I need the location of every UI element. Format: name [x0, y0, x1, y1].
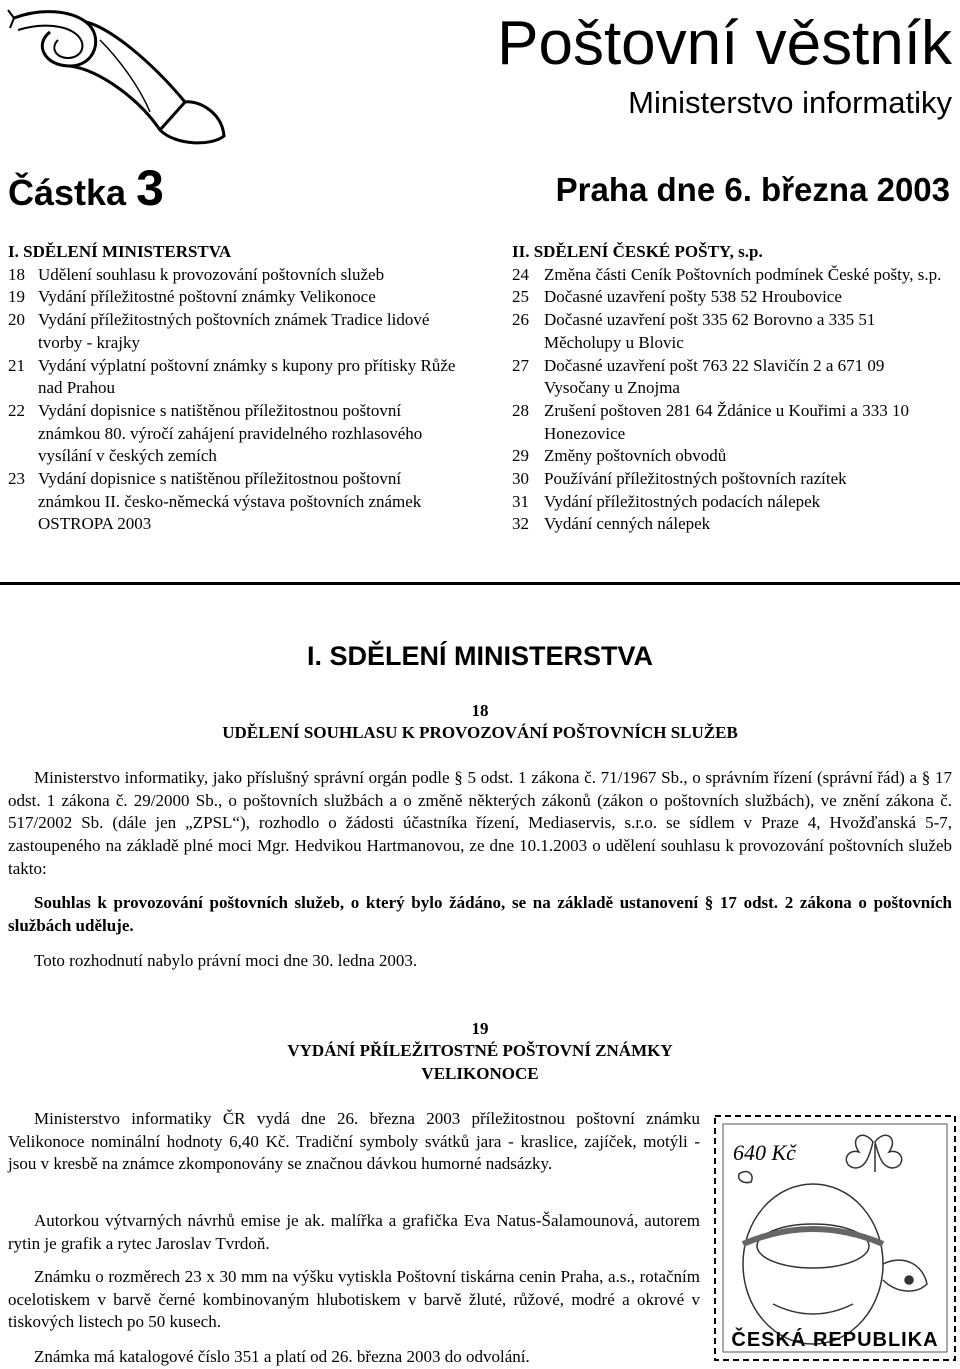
toc-item-number: 29	[512, 446, 529, 466]
toc-right-column	[512, 241, 952, 536]
toc-item-number: 32	[512, 514, 529, 534]
toc-item-text: Vydání cenných nálepek	[544, 514, 711, 534]
article-19-paragraph-3: Známku o rozměrech 23 x 30 mm na výšku vytiskla Poštovní tiskárna cenin Praha, a.s., rotačním ocelotiskem v barvě černé kombinovaným hlubotiskem v barvě žluté, růžové, modré a okrové v tiskových listech po 50 kusech.	[8, 1267, 700, 1332]
article-19-paragraph-4: Známka má katalogové číslo 351 a platí od 26. března 2003 do odvolání.	[34, 1347, 530, 1366]
toc-item-text: Vydání výplatní poštovní známky s kupony pro přítisky Růže nad Prahou	[38, 355, 456, 398]
post-horn-logo	[0, 0, 230, 150]
issue-number	[8, 160, 164, 221]
toc-item-text: Dočasné uzavření pošty 538 52 Hroubovice	[544, 287, 842, 307]
article-18-paragraph-1: Ministerstvo informatiky, jako příslušný správní orgán podle § 5 odst. 1 zákona č. 71/1967 Sb., o správním řízení (správní řád) a § 17 odst. 1 zákona č. 29/2000 Sb., o poštovních službách a o změně některých zákonů (zákon o poštovních službách), ve znění zákona č. 517/2002 Sb. (dále jen „ZPSL“), rozhodlo o žádosti účastníka řízení, Mediaservis, s.r.o. se sídlem v Praze 4, Hvožďanská 5-7, zastoupeného na základě plné moci Mgr. Hedvikou Hartmanovou, ze dne 10.1.2003 o udělení souhlasu k provozování poštovních služeb takto:	[8, 768, 952, 878]
article-18-title: UDĚLENÍ SOUHLASU K PROVOZOVÁNÍ POŠTOVNÍCH SLUŽEB	[222, 723, 738, 742]
article-18-paragraph-3: Toto rozhodnutí nabylo právní moci dne 30. ledna 2003.	[34, 951, 418, 970]
toc-item-text: Změny poštovních obvodů	[544, 446, 727, 466]
toc-item	[8, 309, 463, 354]
toc-item-text: Vydání příležitostných poštovních známek Tradice lidové tvorby - krajky	[38, 310, 430, 352]
toc-item-number: 26	[512, 310, 529, 330]
toc-item-number: 27	[512, 355, 529, 375]
toc-item-text: Změna části Ceník Poštovních podmínek České pošty, s.p.	[544, 264, 942, 284]
toc-item	[512, 468, 952, 491]
toc-item-text: Vydání příležitostných podacích nálepek	[544, 491, 821, 511]
toc-item	[8, 468, 463, 536]
toc-item-number: 31	[512, 491, 529, 511]
toc-item-number: 22	[8, 400, 25, 420]
toc-item	[512, 355, 952, 400]
issue-label: Částka	[8, 172, 127, 213]
divider-top	[0, 582, 960, 585]
stamp-value: 640 Kč	[733, 1140, 796, 1165]
toc-item-number: 20	[8, 310, 25, 330]
toc-item-text: Vydání dopisnice s natištěnou příležitostnou poštovní známkou 80. výročí zahájení pravidelného rozhlasového vysílání v českých zemích	[38, 400, 423, 466]
article-19-title-line-1: VYDÁNÍ PŘÍLEŽITOSTNÉ POŠTOVNÍ ZNÁMKY	[287, 1041, 673, 1060]
stamp-country: ČESKÁ REPUBLIKA	[731, 1329, 939, 1351]
toc-item-number: 24	[512, 264, 529, 284]
toc-item	[512, 286, 952, 309]
toc-item-number: 19	[8, 287, 25, 307]
toc-item-number: 23	[8, 469, 25, 489]
toc-item-text: Dočasné uzavření pošt 335 62 Borovno a 335 51 Měcholupy u Blovic	[544, 310, 876, 352]
toc-item-text: Vydání příležitostné poštovní známky Velikonoce	[38, 287, 376, 307]
toc-item-number: 21	[8, 355, 25, 375]
toc-item-text: Udělení souhlasu k provozování poštovních služeb	[38, 264, 385, 284]
article-19-paragraph-1: Ministerstvo informatiky ČR vydá dne 26. března 2003 příležitostnou poštovní známku Velikonoce nominální hodnoty 6,40 Kč. Tradiční symboly svátků jara - kraslice, zajíček, motýli - jsou v kresbě na známce zkomponovány se značnou dávkou humorné nadsázky.	[8, 1109, 700, 1174]
toc-item-text: Vydání dopisnice s natištěnou příležitostnou poštovní známkou II. česko-německá výstava poštovních známek OSTROPA 2003	[38, 469, 422, 534]
toc-item-text: Dočasné uzavření pošt 763 22 Slavičín 2 a 671 09 Vysočany u Znojma	[544, 355, 885, 398]
toc-item	[512, 400, 952, 445]
toc-item	[512, 264, 952, 287]
toc-item	[8, 286, 463, 309]
issue-number-value: 3	[136, 160, 164, 216]
toc-item	[8, 264, 463, 287]
toc-item	[512, 513, 952, 536]
article-19-number: 19	[471, 1019, 489, 1038]
toc-item-number: 18	[8, 264, 25, 284]
toc-heading-ministry: I. SDĚLENÍ MINISTERSTVA	[8, 242, 232, 261]
toc-item-text: Zrušení poštoven 281 64 Ždánice u Kouřimi a 333 10 Honezovice	[544, 400, 909, 443]
toc-item-text: Používání příležitostných poštovních razítek	[544, 469, 847, 489]
masthead-title: Poštovní věstník	[497, 9, 952, 78]
toc-item	[8, 355, 463, 400]
toc-heading-post: II. SDĚLENÍ ČESKÉ POŠTY, s.p.	[512, 242, 763, 261]
easter-stamp-image	[713, 1114, 957, 1362]
masthead-subtitle: Ministerstvo informatiky	[628, 85, 952, 120]
toc-item	[8, 400, 463, 468]
article-18-paragraph-2: Souhlas k provozování poštovních služeb, o který bylo žádáno, se na základě ustanovení § 17 odst. 2 zákona o poštovních službách uděluje.	[8, 893, 952, 935]
article-18-number: 18	[471, 701, 489, 720]
issue-date: Praha dne 6. března 2003	[555, 171, 950, 208]
toc-item-number: 28	[512, 400, 529, 420]
article-19-paragraph-2: Autorkou výtvarných návrhů emise je ak. malířka a grafička Eva Natus-Šalamounová, autorem rytin je grafik a rytec Jaroslav Tvrdoň.	[8, 1211, 700, 1253]
toc-left-column	[8, 241, 463, 536]
toc-item-number: 25	[512, 287, 529, 307]
toc-item	[512, 445, 952, 468]
toc-item	[512, 309, 952, 354]
toc-item-number: 30	[512, 469, 529, 489]
toc-item	[512, 491, 952, 514]
section-title: I. SDĚLENÍ MINISTERSTVA	[306, 641, 654, 671]
article-19-title-line-2: VELIKONOCE	[421, 1064, 539, 1083]
